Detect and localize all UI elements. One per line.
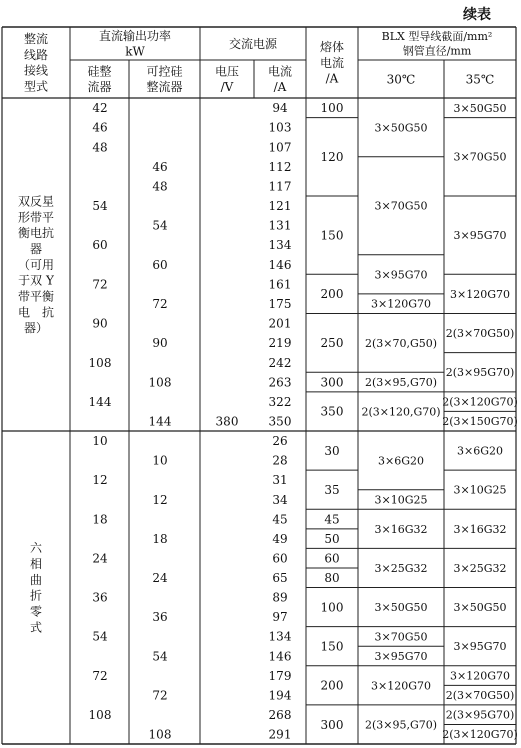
ac-current-value: 89: [272, 590, 288, 605]
thyristor-rectifier-power: 54: [152, 218, 168, 233]
header-ac-source: 交流电源: [228, 36, 278, 51]
cable-35c: 3×120G70: [450, 669, 510, 683]
fuse-current: 120: [320, 150, 344, 165]
si-rectifier-power: 108: [88, 707, 112, 722]
cable-35c: 3×50G50: [453, 101, 507, 115]
ac-current-value: 117: [268, 179, 292, 194]
cable-35c: 3×95G70: [453, 229, 507, 243]
fuse-current: 50: [324, 531, 340, 546]
ac-current-value: 131: [268, 218, 292, 233]
fuse-current: 150: [320, 639, 344, 654]
si-rectifier-power: 46: [92, 120, 108, 135]
cable-30c: 3×120G70: [371, 679, 431, 693]
si-rectifier-power: 60: [92, 238, 108, 253]
fuse-current: 350: [320, 404, 344, 419]
thyristor-rectifier-power: 12: [152, 492, 168, 507]
cable-30c: 2(3×95,G70): [364, 718, 438, 732]
cable-35c: 3×95G70: [453, 640, 507, 654]
cable-35c: 3×120G70: [450, 287, 510, 301]
ac-current-value: 263: [268, 375, 292, 390]
si-rectifier-power: 48: [92, 140, 108, 155]
ac-current-value: 146: [268, 649, 292, 664]
ac-current-value: 291: [268, 727, 292, 742]
thyristor-rectifier-power: 72: [152, 296, 168, 311]
ac-current-value: 134: [268, 629, 292, 644]
fuse-current: 250: [320, 336, 344, 351]
thyristor-rectifier-power: 72: [152, 688, 168, 703]
ac-current-value: 268: [268, 707, 292, 722]
cable-30c: 2(3×120,G70): [361, 405, 441, 419]
thyristor-rectifier-power: 54: [152, 649, 168, 664]
thyristor-rectifier-power: 36: [152, 610, 168, 625]
fuse-current: 300: [320, 717, 344, 732]
cable-35c: 2(3×70G50): [445, 327, 515, 341]
fuse-current: 300: [320, 375, 344, 390]
fuse-current: 200: [320, 287, 344, 302]
cable-35c: 2(3×70G50): [445, 689, 515, 703]
fuse-current: 150: [320, 228, 344, 243]
header-30c: 30℃: [386, 72, 416, 87]
ac-current-value: 219: [268, 336, 292, 351]
header-dc-output: 直流输出功率 kW: [98, 28, 172, 59]
header-thyristor-rectifier: 可控硅整流器: [146, 64, 183, 95]
si-rectifier-power: 36: [92, 590, 108, 605]
si-rectifier-power: 12: [92, 473, 108, 488]
fuse-current: 30: [324, 443, 340, 458]
cable-35c: 2(3×120G70): [442, 395, 518, 409]
header-wiring-type: 整流线路接线型式: [23, 32, 49, 94]
ac-current-value: 146: [268, 257, 292, 272]
voltage-value: 380: [215, 414, 239, 429]
si-rectifier-power: 18: [92, 512, 108, 527]
wiring-type-label: 双反星形带平衡电抗器（可用于双 Y 带平衡电 抗器）: [17, 194, 55, 336]
cable-35c: 2(3×150G70): [442, 415, 518, 429]
header-current: 电流/A: [267, 64, 293, 95]
cable-35c: 3×50G50: [453, 601, 507, 615]
ac-current-value: 194: [268, 688, 292, 703]
cable-30c: 3×50G50: [374, 601, 428, 615]
ac-current-value: 107: [268, 140, 292, 155]
thyristor-rectifier-power: 46: [152, 159, 168, 174]
ac-current-value: 179: [268, 668, 292, 683]
fuse-current: 200: [320, 678, 344, 693]
cable-35c: 3×25G32: [453, 561, 507, 575]
cable-30c: 3×10G25: [374, 493, 428, 507]
ac-current-value: 161: [268, 277, 292, 292]
cable-35c: 2(3×95G70): [445, 708, 515, 722]
ac-current-value: 112: [268, 159, 292, 174]
cable-30c: 3×95G70: [374, 268, 428, 282]
ac-current-value: 121: [268, 199, 292, 214]
cable-30c: 3×16G32: [374, 522, 428, 536]
ac-current-value: 242: [268, 355, 292, 370]
ac-current-value: 26: [272, 434, 288, 449]
cable-35c: 3×10G25: [453, 483, 507, 497]
cable-35c: 3×6G20: [457, 444, 503, 458]
ac-current-value: 322: [268, 394, 292, 409]
cable-35c: 3×70G50: [453, 150, 507, 164]
ac-current-value: 175: [268, 296, 292, 311]
si-rectifier-power: 90: [92, 316, 108, 331]
cable-35c: 2(3×95G70): [445, 366, 515, 380]
ac-current-value: 94: [272, 101, 288, 116]
fuse-current: 100: [320, 101, 344, 116]
cable-35c: 2(3×120G70): [442, 728, 518, 742]
thyristor-rectifier-power: 60: [152, 257, 168, 272]
wiring-type-label: 六相曲折零式: [29, 541, 43, 635]
header-blx-cable: BLX 型导线截面/mm² 钢管直径/mm: [381, 30, 493, 58]
cable-30c: 3×50G50: [374, 121, 428, 135]
si-rectifier-power: 42: [92, 101, 108, 116]
ac-current-value: 34: [272, 492, 288, 507]
ac-current-value: 28: [272, 453, 288, 468]
cable-30c: 3×95G70: [374, 649, 428, 663]
cable-30c: 2(3×70,G50): [364, 336, 438, 350]
thyristor-rectifier-power: 108: [148, 375, 172, 390]
fuse-current: 100: [320, 600, 344, 615]
ac-current-value: 49: [272, 531, 288, 546]
fuse-current: 45: [324, 512, 340, 527]
ac-current-value: 60: [272, 551, 288, 566]
si-rectifier-power: 72: [92, 277, 108, 292]
cable-30c: 2(3×95,G70): [364, 375, 438, 389]
header-35c: 35℃: [465, 72, 495, 87]
thyristor-rectifier-power: 18: [152, 531, 168, 546]
fuse-current: 35: [324, 483, 340, 498]
ac-current-value: 97: [272, 610, 288, 625]
ac-current-value: 201: [268, 316, 292, 331]
fuse-current: 60: [324, 551, 340, 566]
table-caption: 续表: [463, 7, 491, 23]
si-rectifier-power: 54: [92, 629, 108, 644]
ac-current-value: 134: [268, 238, 292, 253]
si-rectifier-power: 24: [92, 551, 108, 566]
fuse-current: 80: [324, 571, 340, 586]
cable-30c: 3×120G70: [371, 297, 431, 311]
thyristor-rectifier-power: 24: [152, 571, 168, 586]
ac-current-value: 65: [272, 571, 288, 586]
si-rectifier-power: 144: [88, 394, 112, 409]
thyristor-rectifier-power: 48: [152, 179, 168, 194]
cable-30c: 3×70G50: [374, 199, 428, 213]
cable-30c: 3×6G20: [378, 454, 424, 468]
si-rectifier-power: 54: [92, 199, 108, 214]
ac-current-value: 45: [272, 512, 288, 527]
header-voltage: 电压/V: [214, 64, 240, 95]
thyristor-rectifier-power: 144: [148, 414, 172, 429]
si-rectifier-power: 10: [92, 434, 108, 449]
ac-current-value: 103: [268, 120, 292, 135]
cable-30c: 3×70G50: [374, 630, 428, 644]
si-rectifier-power: 72: [92, 668, 108, 683]
cable-30c: 3×25G32: [374, 561, 428, 575]
ac-current-value: 31: [272, 473, 288, 488]
header-si-rectifier: 硅整流器: [87, 64, 112, 95]
ac-current-value: 350: [268, 414, 292, 429]
thyristor-rectifier-power: 10: [152, 453, 168, 468]
si-rectifier-power: 108: [88, 355, 112, 370]
thyristor-rectifier-power: 108: [148, 727, 172, 742]
thyristor-rectifier-power: 90: [152, 336, 168, 351]
cable-35c: 3×16G32: [453, 522, 507, 536]
header-fuse-current: 熔体电流/A: [319, 39, 345, 86]
